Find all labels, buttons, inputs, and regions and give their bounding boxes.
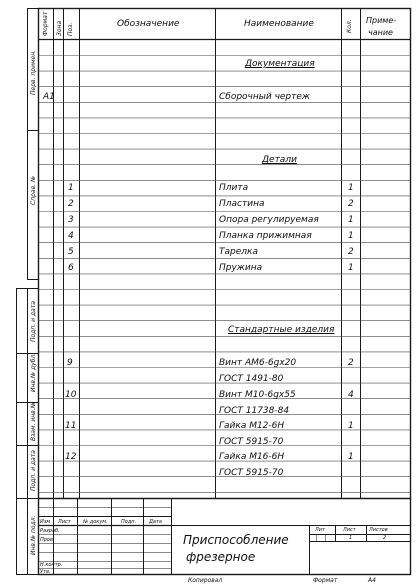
side-podp-data-2: Подп. и дата [30,450,37,491]
side-perv-primen: Перв. примен. [30,49,37,95]
footer-format: Формат [313,577,338,584]
part-pos: 6 [68,263,74,273]
part-qty: 1 [348,263,354,273]
side-podp-data-1: Подп. и дата [30,301,37,342]
stamp-listov-value: 2 [383,535,387,541]
side-vzam-inv: Взам. инв.№ [30,402,37,441]
stamp-utv: Утв. [40,569,51,575]
part-name: Тарелка [219,247,258,257]
col-header-name: Наименование [244,19,314,29]
stamp-title-2: фрезерное [186,550,256,564]
col-header-note-2: чание [368,28,393,37]
stamp-data: Дата [149,519,162,525]
stamp-prov: Пров. [40,537,55,543]
std-gost: ГОСТ 5915-70 [219,437,284,447]
std-gost: ГОСТ 5915-70 [219,468,284,478]
part-pos: 1 [68,183,74,193]
std-gost: ГОСТ 1491-80 [219,374,284,384]
side-sprav-no: Справ. № [30,175,37,205]
std-pos: 12 [65,452,77,462]
std-pos: 11 [65,421,77,431]
col-header-zone: Зона [56,20,63,36]
std-qty: 2 [348,358,354,368]
doc-format: А1 [43,92,55,102]
part-qty: 2 [348,199,354,209]
part-qty: 2 [348,247,354,257]
footer-kopiroval: Копировал [188,577,223,584]
part-name: Опора регулируемая [219,215,319,225]
part-qty: 1 [348,183,354,193]
stamp-n-dokum: № докум. [83,519,108,525]
std-pos: 9 [67,358,73,368]
stamp-razrab: Разраб. [40,528,60,534]
std-qty: 1 [348,421,354,431]
std-name: Винт М10-6gх55 [219,390,296,400]
stamp-list: Лист [58,519,71,525]
part-qty: 1 [348,215,354,225]
part-pos: 5 [68,247,74,257]
part-name: Планка прижимная [219,231,312,241]
col-header-format: Формат [42,11,49,36]
part-pos: 2 [68,199,74,209]
side-inv-podl: Инв.№ подл. [30,515,37,555]
part-name: Плита [219,183,249,193]
std-name: Гайка М12-6Н [219,421,285,431]
std-gost: ГОСТ 11738-84 [219,406,290,416]
doc-name: Сборочный чертеж [219,92,311,102]
col-header-designation: Обозначение [117,19,180,29]
std-name: Винт АМ6-6gх20 [219,358,297,368]
part-name: Пружина [219,263,263,273]
stamp-izm: Изм [40,519,51,525]
std-qty: 1 [348,452,354,462]
stamp-lit-label: Лит [315,527,325,533]
col-header-qty: Кол. [346,19,353,33]
part-qty: 1 [348,231,354,241]
part-pos: 3 [68,215,74,225]
section-documentation: Документация [245,59,315,69]
stamp-title-1: Приспособление [183,533,289,547]
part-pos: 4 [68,231,74,241]
side-inv-dubl: Инв.№ дубл. [30,352,37,392]
stamp-list-label: Лист [343,527,356,533]
section-standard: Стандартные изделия [228,325,335,335]
col-header-pos: Поз. [67,22,74,36]
stamp-list-value: 1 [349,535,353,541]
section-parts: Детали [262,155,297,165]
stamp-n-kontr: Н.контр. [40,562,63,568]
footer-format-value: А4 [368,577,376,584]
stamp-listov-label: Листов [369,527,388,533]
col-header-note-1: Приме- [366,16,397,25]
stamp-podp: Подп. [121,519,137,525]
std-qty: 4 [348,390,354,400]
part-name: Пластина [219,199,265,209]
std-name: Гайка М16-6Н [219,452,285,462]
std-pos: 10 [65,390,77,400]
